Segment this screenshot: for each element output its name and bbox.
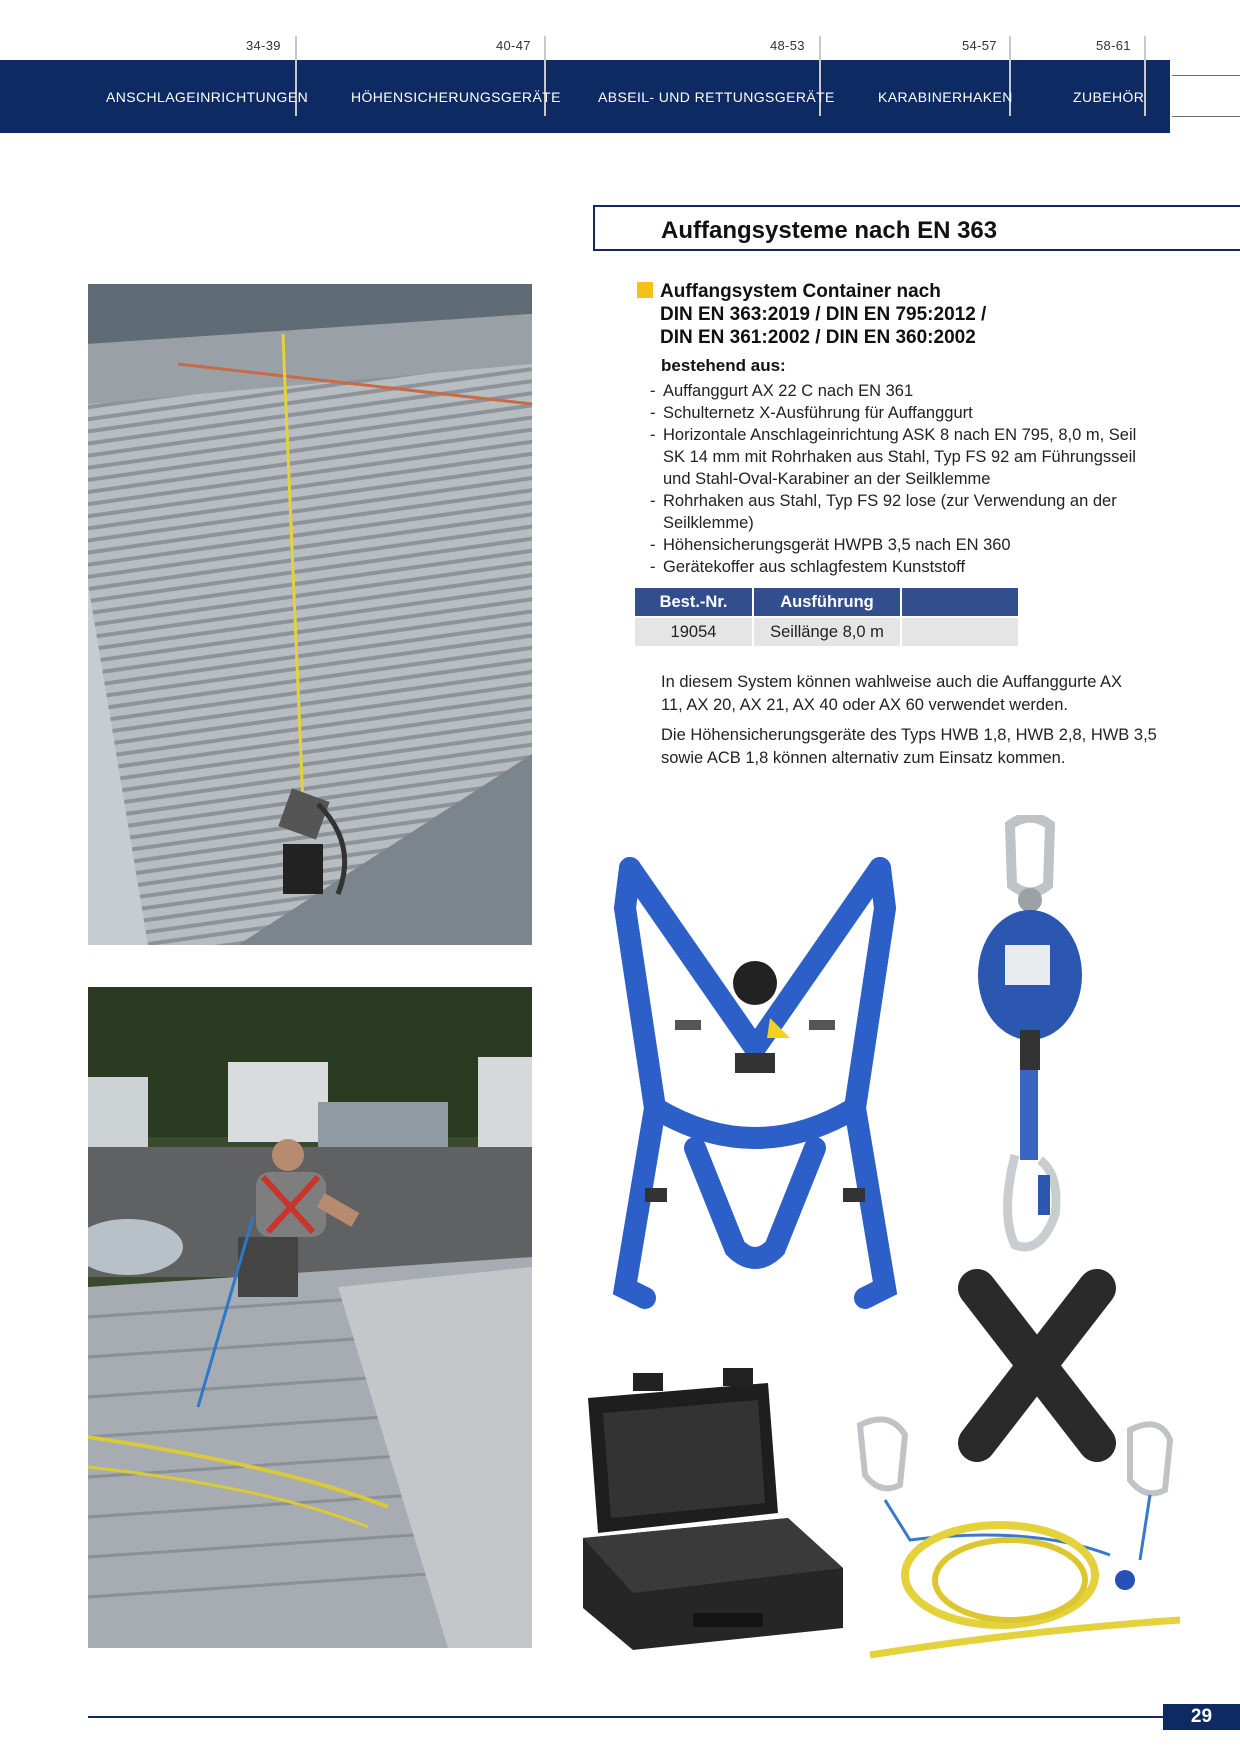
list-item: - Schulternetz X-Ausführung für Auffanggurt [650, 402, 1150, 424]
tab-page-range: 54-57 [962, 38, 997, 53]
tab-abseil-rettungsgeraete[interactable]: ABSEIL- UND RETTUNGSGERÄTE [598, 89, 835, 105]
nav-rule [1172, 116, 1240, 117]
tab-zubehoer[interactable]: ZUBEHÖR [1073, 89, 1145, 105]
component-list [650, 380, 1150, 578]
list-item: - Gerätekoffer aus schlagfestem Kunststoff [650, 556, 1150, 578]
list-item: - Höhensicherungsgerät HWPB 3,5 nach EN 360 [650, 534, 1150, 556]
note-device-alternatives: Die Höhensicherungsgeräte des Typs HWB 1,8, HWB 2,8, HWB 3,5 sowie ACB 1,8 können alternativ zum Einsatz kommen. [661, 726, 1157, 767]
table-cell: 19054 [635, 618, 753, 646]
tab-page-range: 48-53 [770, 38, 805, 53]
order-table [635, 588, 1018, 646]
consists-of-label: bestehend aus: [661, 356, 786, 375]
tab-hoehensicherungsgeraete[interactable]: HÖHENSICHERUNGSGERÄTE [351, 89, 561, 105]
footer-rule [88, 1716, 1163, 1718]
product-title-line: DIN EN 361:2002 / DIN EN 360:2002 [660, 327, 976, 348]
table-cell: Seillänge 8,0 m [753, 618, 901, 646]
section-heading-box [593, 205, 1240, 251]
tab-page-range: 40-47 [496, 38, 531, 53]
section-title: Auffangsysteme nach EN 363 [661, 217, 998, 244]
table-row [635, 618, 1018, 646]
list-item: - Rohrhaken aus Stahl, Typ FS 92 lose (zur Verwendung an der Seilklemme) [650, 490, 1133, 534]
equipment-case-image [573, 1368, 853, 1650]
table-header-variant: Ausführung [753, 588, 901, 616]
table-header-order-no: Best.-Nr. [635, 588, 753, 616]
nav-rule [1172, 75, 1240, 76]
note-harness-alternatives: In diesem System können wahlweise auch die Auffanggurte AX 11, AX 20, AX 21, AX 40 oder AX 60 verwendet werden. [661, 673, 1123, 714]
harness-image [595, 848, 915, 1318]
product-title [660, 280, 986, 349]
table-header-empty [901, 588, 1018, 616]
photo-worker-on-roof [88, 987, 532, 1648]
yellow-bullet-icon [637, 282, 653, 298]
horizontal-anchor-rope-image [850, 1415, 1190, 1660]
tab-anschlageinrichtungen[interactable]: ANSCHLAGEINRICHTUNGEN [106, 89, 309, 105]
list-item: - Auffanggurt AX 22 C nach EN 361 [650, 380, 1150, 402]
tab-page-range: 34-39 [246, 38, 281, 53]
table-cell [901, 618, 1018, 646]
product-title-line: DIN EN 363:2019 / DIN EN 795:2012 / [660, 304, 987, 325]
page-number: 29 [1163, 1704, 1240, 1730]
tab-page-range: 58-61 [1096, 38, 1131, 53]
photo-container-roof [88, 284, 532, 945]
tab-karabinerhaken[interactable]: KARABINERHAKEN [878, 89, 1013, 105]
fall-arrester-image [960, 815, 1100, 1255]
product-title-line: Auffangsystem Container nach [660, 281, 941, 302]
list-item: - Horizontale Anschlageinrichtung ASK 8 nach EN 795, 8,0 m, Seil SK 14 mm mit Rohrhaken aus Stahl, Typ FS 92 am Führungsseil und Stahl-Oval-Karabiner an der Seilklemme [650, 424, 1143, 490]
tab-divider [1144, 36, 1146, 116]
